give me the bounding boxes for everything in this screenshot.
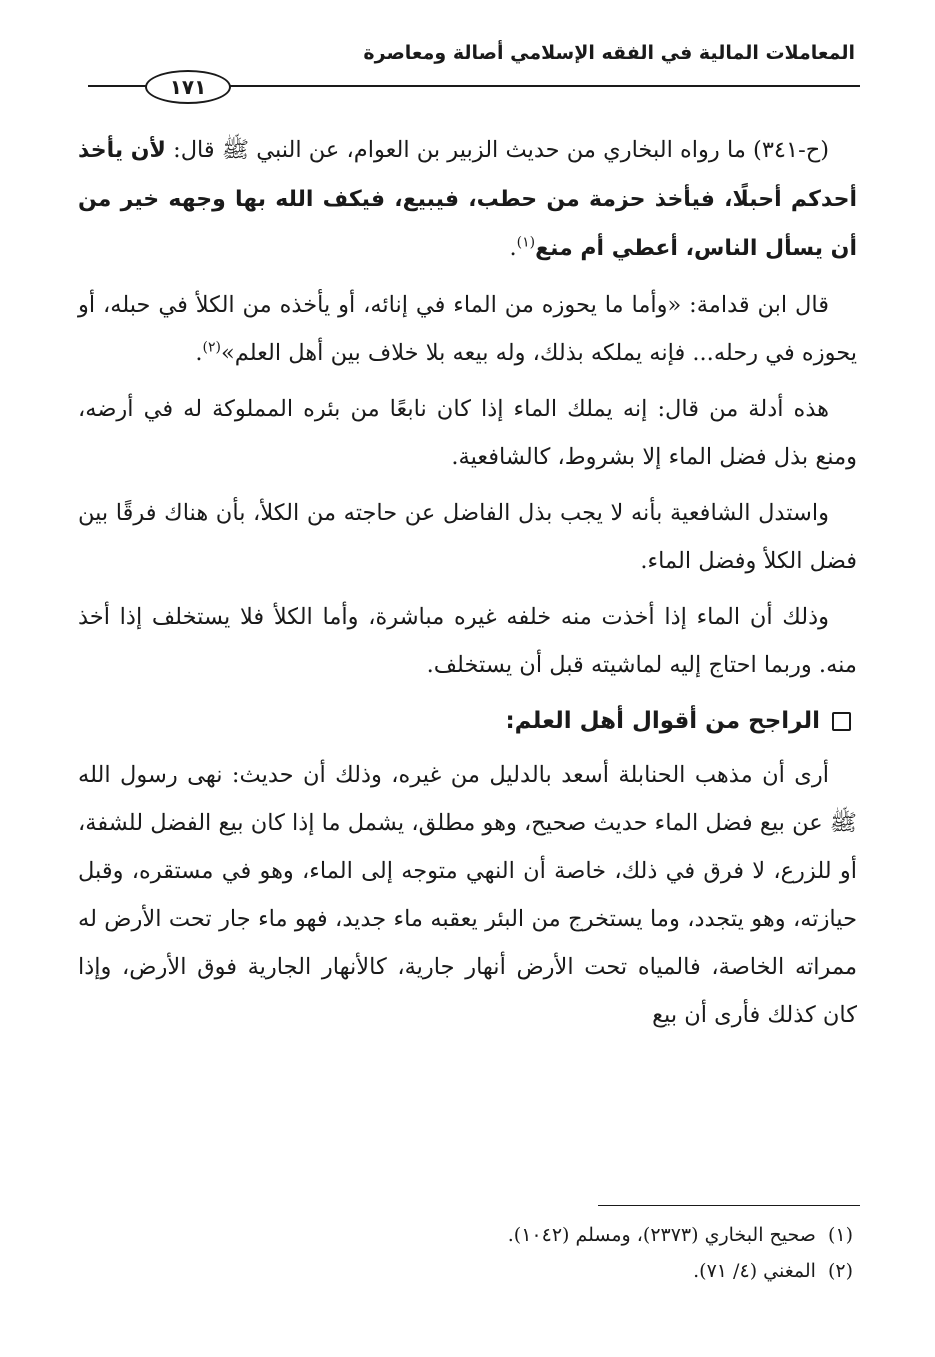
section-heading (78, 697, 851, 745)
footnote-ref-1[interactable]: (١) (516, 234, 536, 251)
hadith-intro: (ح-٣٤١) ما رواه البخاري من حديث الزبير بن العوام، عن النبي ﷺ قال: (165, 137, 830, 163)
page-body (78, 126, 857, 1047)
shafii-argument-paragraph: واستدل الشافعية بأنه لا يجب بذل الفاضل عن حاجته من الكلأ، بأن هناك فرقًا بين فضل الكلأ وفضل الماء. (78, 500, 857, 574)
paragraph-end: . (509, 235, 517, 261)
water-vs-pasture-paragraph: وذلك أن الماء إذا أخذت منه خلفه غيره مباشرة، وأما الكلأ فلا يستخلف إذا أخذ منه. وربما احتاج إليه لماشيته قبل أن يستخلف. (78, 604, 857, 678)
footnote-2 (508, 1253, 853, 1289)
page-number: ١٧١ (169, 75, 207, 99)
evidence-summary-paragraph: هذه أدلة من قال: إنه يملك الماء إذا كان نابعًا من بئره المملوكة له في أرضه، ومنع بذل فضل الماء إلا بشروط، كالشافعية. (78, 396, 857, 470)
footnote-text: المغني (٤/ ٧١). (693, 1260, 816, 1282)
quote-text: قال ابن قدامة: «وأما ما يحوزه من الماء في إنائه، أو يأخذه من الكلأ في حبله، أو يحوزه في رحله... فإنه يملكه بذلك، وله بيعه بلا خلاف بين أهل العلم» (78, 292, 857, 366)
page-number-badge (145, 70, 231, 104)
footnote-ref-2[interactable]: (٢) (202, 339, 221, 356)
preferred-opinion-paragraph: أرى أن مذهب الحنابلة أسعد بالدليل من غيره، وذلك أن حديث: نهى رسول الله ﷺ عن بيع فضل الماء حديث صحيح، وهو مطلق، يشمل ما إذا كان بيع الفضل للشفة، أو للزرع، لا فرق في ذلك، خاصة أن النهي متوجه إلى الماء، وهو في مستقره، وقبل حيازته، وهو يتجدد، وما يستخرج من البئر يعقبه ماء جديد، فهو ماء جار تحت الأرض له ممراته الخاصة، فالمياه تحت الأرض أنهار جارية، كالأنهار الجارية فوق الأرض، وإذا كان كذلك فأرى أن بيع (78, 762, 857, 1028)
hadith-paragraph (78, 126, 857, 273)
paragraph-end: . (195, 340, 203, 366)
footnotes (508, 1217, 853, 1289)
footnote-text: صحيح البخاري (٢٣٧٣)، ومسلم (١٠٤٢). (507, 1224, 816, 1246)
ibn-qudama-quote-paragraph (78, 281, 857, 377)
hadith-text: لأن يأخذ أحدكم أحبلًا، فيأخذ حزمة من حطب، فيبيع، فيكف الله بها وجهه خير من أن يسأل الناس، أعطي أم منع (78, 138, 857, 261)
checkbox-square-icon (832, 712, 851, 731)
running-header-title: المعاملات المالية في الفقه الإسلامي أصالة ومعاصرة (363, 42, 855, 64)
footnote-number: (٢) (827, 1260, 853, 1282)
footnote-1 (508, 1217, 853, 1253)
footnote-separator (598, 1205, 860, 1206)
footnote-number: (١) (827, 1224, 853, 1246)
section-heading-text: الراجح من أقوال أهل العلم: (505, 708, 820, 734)
